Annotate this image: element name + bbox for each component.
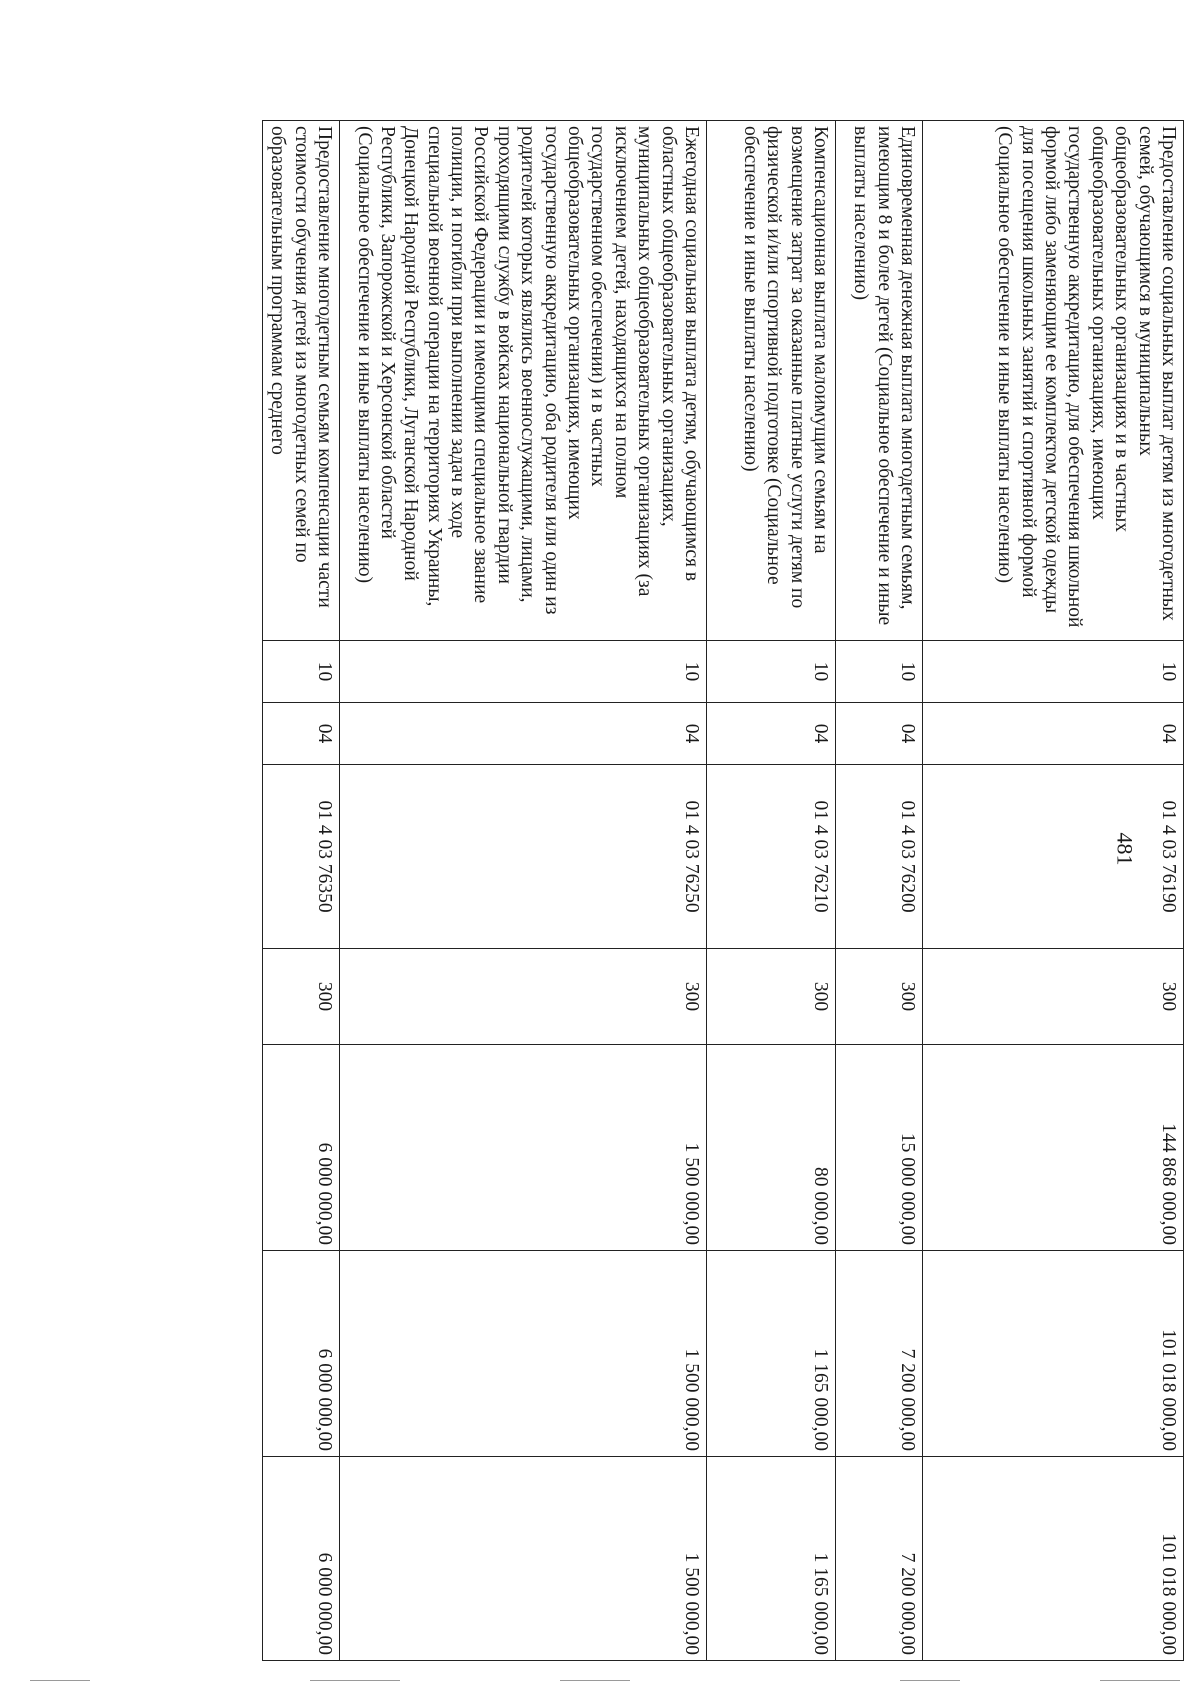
amount-year-3: 101 018 000,00	[923, 1457, 1184, 1661]
subsection-code: 04	[923, 703, 1184, 765]
scan-artifact-line	[30, 1680, 90, 1681]
amount-year-2: 6 000 000,00	[262, 1251, 339, 1457]
amount-year-3: 7 200 000,00	[836, 1457, 923, 1661]
section-code: 10	[262, 641, 339, 703]
amount-year-1: 144 868 000,00	[923, 1045, 1184, 1251]
expense-name: Единовременная денежная выплата многодетным семьям, имеющим 8 и более детей (Социальное обеспечение и иные выплаты населению)	[836, 121, 923, 641]
scan-artifact-line	[1100, 1680, 1180, 1681]
subsection-code: 04	[262, 703, 339, 765]
section-code: 10	[836, 641, 923, 703]
scan-artifact-line	[560, 1680, 630, 1681]
amount-year-3: 6 000 000,00	[262, 1457, 339, 1661]
table-row	[836, 121, 923, 1661]
subsection-code: 04	[707, 703, 836, 765]
expense-name: Компенсационная выплата малоимущим семьям на возмещение затрат за оказанные платные услуги детям по физической и/или спортивной подготовке (Социальное обеспечение и иные выплаты населению)	[707, 121, 836, 641]
scan-artifact-line	[310, 1680, 400, 1681]
amount-year-1: 15 000 000,00	[836, 1045, 923, 1251]
target-article-code: 01 4 03 76190	[923, 765, 1184, 949]
budget-table-sheet	[124, 120, 1184, 1660]
amount-year-2: 101 018 000,00	[923, 1251, 1184, 1457]
target-article-code: 01 4 03 76210	[707, 765, 836, 949]
expense-type-code: 300	[836, 949, 923, 1045]
amount-year-2: 1 500 000,00	[340, 1251, 707, 1457]
scan-artifact-line	[900, 1680, 960, 1681]
subsection-code: 04	[836, 703, 923, 765]
table-row	[707, 121, 836, 1661]
table-row	[340, 121, 707, 1661]
expense-type-code: 300	[262, 949, 339, 1045]
subsection-code: 04	[340, 703, 707, 765]
amount-year-1: 1 500 000,00	[340, 1045, 707, 1251]
target-article-code: 01 4 03 76200	[836, 765, 923, 949]
expense-name: Предоставление многодетным семьям компенсации части стоимости обучения детей из многодетных семей по образовательным программам среднего	[262, 121, 339, 641]
amount-year-2: 1 165 000,00	[707, 1251, 836, 1457]
expense-name: Предоставление социальных выплат детям из многодетных семей, обучающимся в муниципальных общеобразовательных организациях и в частных общеобразовательных организациях, имеющих государственную аккредитацию, для обеспечения школьной формой либо заменяющим ее комплектом детской одежды для посещения школьных занятий и спортивной формой (Социальное обеспечение и иные выплаты населению)	[923, 121, 1184, 641]
amount-year-3: 1 165 000,00	[707, 1457, 836, 1661]
target-article-code: 01 4 03 76250	[340, 765, 707, 949]
section-code: 10	[923, 641, 1184, 703]
table-row	[923, 121, 1184, 1661]
table-row	[262, 121, 339, 1661]
section-code: 10	[340, 641, 707, 703]
expense-name: Ежегодная социальная выплата детям, обучающимся в областных общеобразовательных организациях, муниципальных общеобразовательных организациях (за исключением детей, находящихся на полном государственном обеспечении) и в частных общеобразовательных организациях, имеющих государственную аккредитацию, оба родителя или один из родителей которых являлись военнослужащими, лицами, проходящими службу в войсках национальной гвардии Российской Федерации и имеющими специальное звание полиции, и погибли при выполнении задач в ходе специальной военной операции на территориях Украины, Донецкой Народной Республики, Луганской Народной Республики, Запорожской и Херсонской областей (Социальное обеспечение и иные выплаты населению)	[340, 121, 707, 641]
page-number: 481	[1112, 832, 1138, 866]
expense-type-code: 300	[707, 949, 836, 1045]
section-code: 10	[707, 641, 836, 703]
budget-table	[262, 120, 1184, 1661]
amount-year-1: 6 000 000,00	[262, 1045, 339, 1251]
amount-year-3: 1 500 000,00	[340, 1457, 707, 1661]
amount-year-2: 7 200 000,00	[836, 1251, 923, 1457]
target-article-code: 01 4 03 76350	[262, 765, 339, 949]
expense-type-code: 300	[923, 949, 1184, 1045]
expense-type-code: 300	[340, 949, 707, 1045]
amount-year-1: 80 000,00	[707, 1045, 836, 1251]
